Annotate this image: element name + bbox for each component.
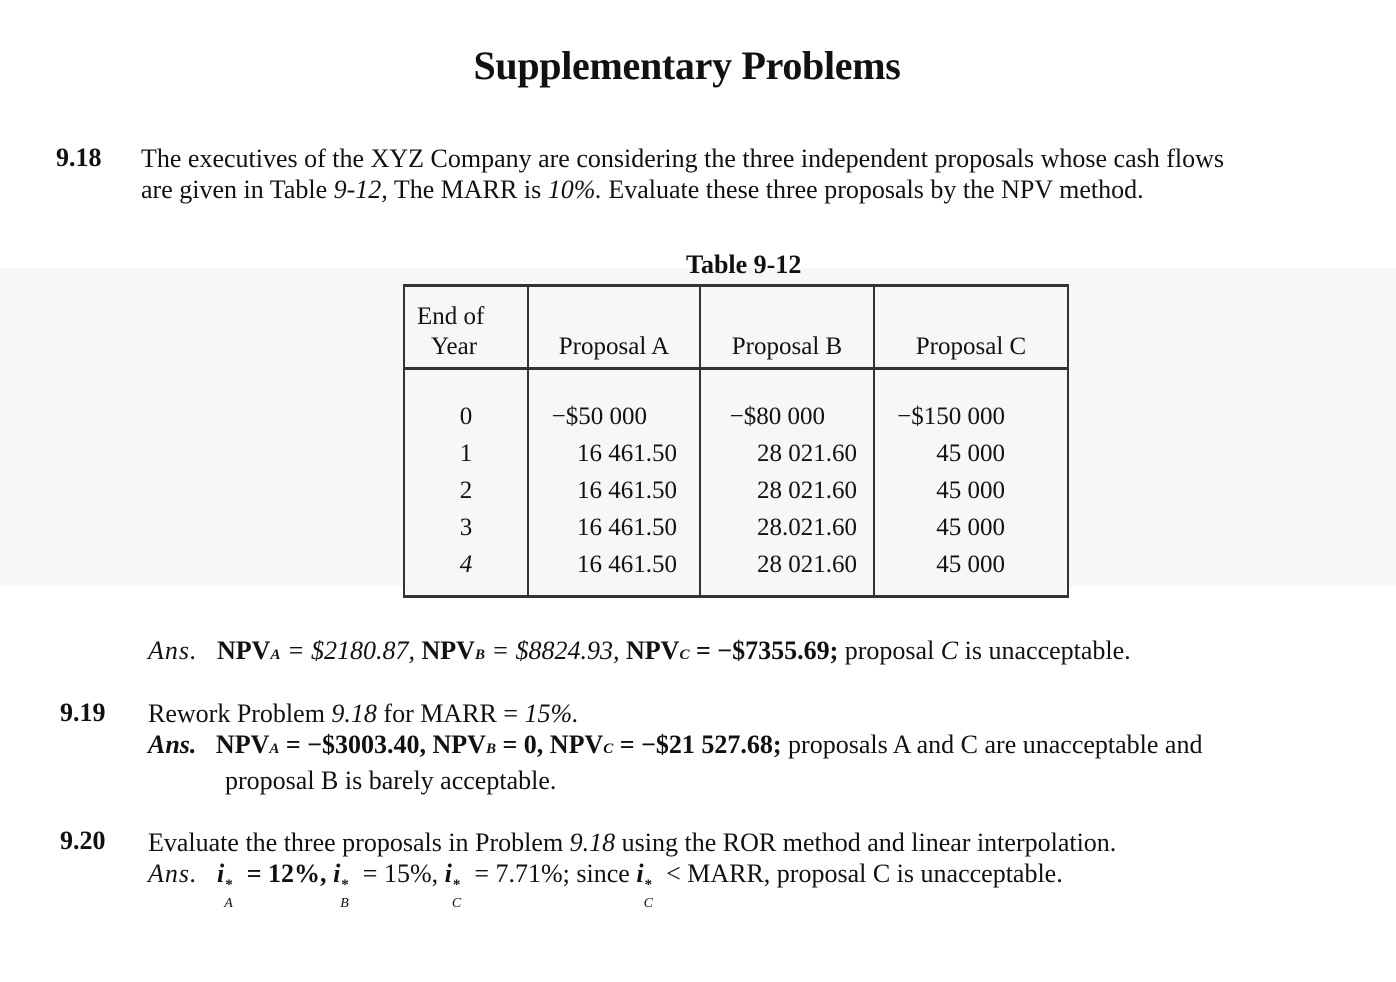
cell-year: 2 (404, 472, 528, 509)
cell-proposal-c: 45 000 (874, 472, 1068, 509)
header-end-of-year: End of Year (404, 286, 528, 369)
cell-proposal-a: −$50 000 (528, 369, 700, 436)
cash-flow-table (403, 284, 1069, 598)
cell-proposal-b: −$80 000 (700, 369, 874, 436)
cell-proposal-c: −$150 000 (874, 369, 1068, 436)
table-row (404, 509, 1068, 546)
answer-9-19-line2: proposal B is barely acceptable. (225, 766, 557, 795)
cell-proposal-b: 28.021.60 (700, 509, 874, 546)
cell-year: 1 (404, 435, 528, 472)
table-row (404, 472, 1068, 509)
cell-year: 4 (404, 546, 528, 597)
cell-year: 0 (404, 369, 528, 436)
answer-label: Ans. (148, 730, 197, 759)
header-proposal-b: Proposal B (700, 286, 874, 369)
problem-number-9-18: 9.18 (56, 143, 102, 172)
answer-label: Ans. (148, 636, 198, 665)
cell-year: 3 (404, 509, 528, 546)
problem-9-18-line2: are given in Table 9-12, The MARR is 10%. Evaluate these three proposals by the NPV method. (141, 175, 1144, 204)
cell-proposal-c: 45 000 (874, 509, 1068, 546)
cell-proposal-c: 45 000 (874, 546, 1068, 597)
cell-proposal-a: 16 461.50 (528, 435, 700, 472)
problem-9-20-text (148, 827, 1117, 911)
problem-number-9-19: 9.19 (60, 698, 106, 727)
problem-9-18-line1: The executives of the XYZ Company are considering the three independent proposals whose cash flows (141, 144, 1225, 173)
answer-9-19: Ans. NPVA = −$3003.40, NPVB = 0, NPVC = −$21 527.68; proposals A and C are unacceptable and (148, 730, 1203, 759)
problem-number-9-20: 9.20 (60, 826, 106, 855)
table-row (404, 369, 1068, 436)
section-title: Supplementary Problems (473, 43, 901, 88)
header-proposal-a: Proposal A (528, 286, 700, 369)
cell-proposal-b: 28 021.60 (700, 546, 874, 597)
cell-proposal-c: 45 000 (874, 435, 1068, 472)
cell-proposal-a: 16 461.50 (528, 509, 700, 546)
answer-9-18: Ans. NPVA = $2180.87, NPVB = $8824.93, NPVC = −$7355.69; proposal C is unacceptable. (148, 636, 1131, 665)
problem-9-19-line1: Rework Problem 9.18 for MARR = 15%. (148, 699, 579, 728)
cell-proposal-a: 16 461.50 (528, 546, 700, 597)
table-row (404, 546, 1068, 597)
cell-proposal-b: 28 021.60 (700, 472, 874, 509)
cell-proposal-a: 16 461.50 (528, 472, 700, 509)
answer-label: Ans. (148, 859, 198, 888)
cell-proposal-b: 28 021.60 (700, 435, 874, 472)
problem-9-20-line1: Evaluate the three proposals in Problem 9.18 using the ROR method and linear interpolation. (148, 828, 1117, 857)
problem-9-18-text (141, 143, 1224, 205)
answer-9-20: Ans. i * A = 12%, i * B = 15%, i * C = 7.71%; since i * C < MARR, proposal C is unacceptable. (148, 859, 1063, 911)
table-caption: Table 9-12 (686, 250, 802, 279)
table-row (404, 435, 1068, 472)
header-proposal-c: Proposal C (874, 286, 1068, 369)
problem-9-19-text (148, 698, 1202, 796)
table-header-row (404, 286, 1068, 369)
